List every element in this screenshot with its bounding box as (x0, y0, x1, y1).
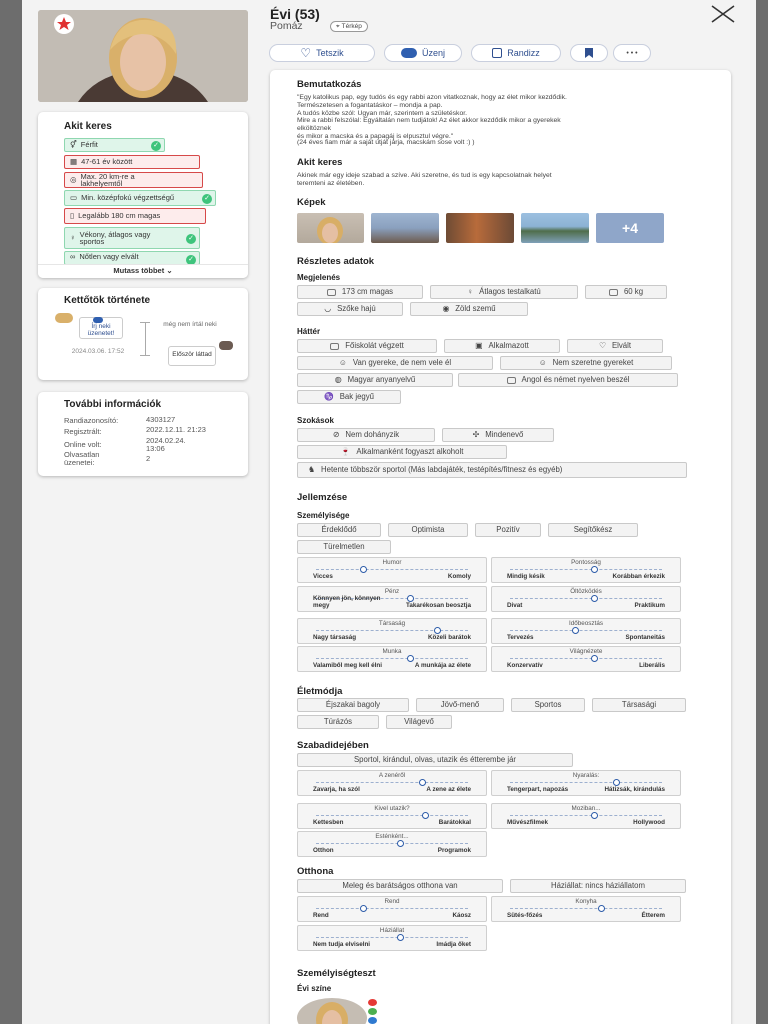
slider-track (510, 908, 662, 909)
date-button[interactable] (471, 44, 561, 62)
slider-marker (407, 655, 414, 662)
slider-left-label: Tengerpart, napozás (507, 785, 569, 793)
story-card-title: Kettőtök története (64, 295, 151, 306)
check-icon: ✓ (151, 141, 161, 151)
globe-icon: ◍ (334, 375, 342, 385)
more-button[interactable] (613, 44, 651, 62)
section-title-lifestyle: Életmódja (297, 686, 343, 697)
background-tag: Főiskolát végzett (297, 339, 437, 353)
search-chip-distance (64, 172, 203, 188)
trait-slider (491, 557, 681, 583)
slider-track (316, 569, 468, 570)
map-button[interactable] (330, 21, 368, 32)
appearance-tag: ♀ Átlagos testalkatú (430, 285, 578, 299)
slider-left-label: Kettesben (313, 818, 344, 826)
slider-title: Időbeosztás (569, 620, 603, 627)
slider-marker (397, 934, 404, 941)
search-chip-label: Nőtlen vagy elvált (79, 252, 139, 261)
slider-right-label: Korábban érkezik (612, 572, 665, 580)
trait-slider (297, 896, 487, 922)
trait-slider (297, 586, 487, 612)
show-more-button[interactable] (38, 264, 248, 278)
calendar-icon (492, 48, 502, 58)
slider-marker (591, 655, 598, 662)
lifestyle-tag: Társasági (592, 698, 686, 712)
background-tag: ▣ Alkalmazott (444, 339, 560, 353)
habit-tag: ✣ Mindenevő (442, 428, 554, 442)
more-label: • • • (626, 49, 638, 57)
map-button-label: Térkép (341, 23, 362, 30)
bookmark-button[interactable] (570, 44, 608, 62)
slider-title: A zenéről (378, 772, 406, 779)
story-event-seen (168, 346, 216, 366)
story-date: 2024.03.06. 17:52 (71, 348, 125, 355)
slider-title: Háziállat (379, 927, 405, 934)
date-label: Randizz (507, 48, 540, 58)
info-value: 2022.12.11. 21:23 (146, 425, 206, 434)
slider-track (510, 782, 662, 783)
profile-city: Pomáz (270, 20, 303, 32)
search-chip-body (64, 227, 200, 249)
intro-text: "Egy katolikus pap, egy tudós és egy rabbi azon vitatkoznak, hogy az élet mikor kezdődik. Természetesen a fogantatáskor – mondja a pap. A tudós közbe szól: Ugyan már, szerintem a születéskor. Mire a rabbi felszólal: Egyáltalán nem tudjátok! Az élet akkor kezdődik mikor a gyerekek elköltöznek és mikor a macska és a papagáj is elpusztul végre." (297, 94, 567, 140)
language-icon (507, 377, 516, 384)
section-title-intro: Bemutatkozás (297, 79, 362, 90)
search-chip-label: Min. középfokú végzettségű (81, 193, 175, 203)
ruler-icon: ▯ (70, 211, 75, 221)
background-tag: ◍ Magyar anyanyelvű (297, 373, 453, 387)
slider-right-label: Hollywood (633, 818, 665, 826)
background-tag: ☺ Van gyereke, de nem vele él (297, 356, 493, 370)
section-title-freetime: Szabadidejében (297, 740, 369, 751)
search-chip-height (64, 208, 206, 224)
subsection-habits: Szokások (297, 416, 334, 425)
slider-left-label: Zavarja, ha szól (313, 785, 360, 793)
color-dot-green (368, 1008, 377, 1015)
slider-left-label: Vicces (313, 572, 333, 580)
slider-track (316, 937, 468, 938)
slider-marker (591, 566, 598, 573)
search-chip-status (64, 251, 200, 265)
slider-left-label: Művészfilmek (507, 818, 548, 826)
gallery-photo[interactable] (297, 213, 364, 243)
backdrop-left (0, 0, 22, 1024)
search-chip-label: Legalább 180 cm magas (78, 211, 161, 221)
slider-left-label: Konzervatív (507, 661, 543, 669)
slider-track (316, 782, 468, 783)
section-title-seeking: Akit keres (297, 157, 343, 168)
background-tag: Angol és német nyelven beszél (458, 373, 678, 387)
profile-name: Évi (53) (270, 6, 320, 22)
avatar (93, 317, 103, 323)
gallery-photo[interactable] (371, 213, 439, 243)
slider-title: Nyaralás: (572, 772, 600, 779)
slider-right-label: Komoly (447, 572, 471, 580)
slider-title: Kivel utazik? (374, 805, 410, 812)
slider-marker (434, 627, 441, 634)
slider-right-label: Hátizsák, kirándulás (604, 785, 665, 793)
section-title-details: Részletes adatok (297, 256, 375, 267)
slider-title: Pénz (384, 588, 400, 595)
avatar (55, 313, 73, 323)
avatar (219, 341, 233, 350)
no-smoking-icon: ⊘ (332, 430, 340, 440)
child-icon: ☺ (538, 358, 547, 368)
subsection-background: Háttér (297, 327, 321, 336)
color-dot-blue (368, 1017, 377, 1024)
slider-track (510, 569, 662, 570)
appearance-tag: 173 cm magas (297, 285, 423, 299)
slider-marker (360, 566, 367, 573)
info-card-title: További információk (64, 399, 162, 410)
trait-slider (297, 646, 487, 672)
trait-slider (297, 803, 487, 829)
slider-right-label: Liberális (639, 661, 665, 669)
search-chip-label: 47-61 év között (81, 157, 133, 167)
gallery-more-label: +4 (622, 220, 638, 236)
slider-right-label: A munkája az élete (414, 661, 471, 669)
home-tag: Háziállat: nincs háziállatom (510, 879, 686, 893)
map-pin-icon: ⌖ (336, 22, 340, 30)
slider-title: Társaság (378, 620, 406, 627)
info-value: 2 (146, 454, 151, 463)
home-tag: Meleg és barátságos otthona van (297, 879, 503, 893)
search-chip-age (64, 155, 200, 169)
heart-icon: ♡ (300, 46, 312, 60)
slider-title: Világnézete (569, 648, 603, 655)
background-tag: ♡ Elvált (567, 339, 663, 353)
search-chip-label: Férfit (80, 140, 98, 150)
slider-title: Rend (384, 898, 400, 905)
slider-marker (397, 840, 404, 847)
chat-bubble-icon (401, 48, 417, 58)
trait-slider (297, 618, 487, 644)
show-more-label: Mutass többet (113, 266, 165, 275)
subsection-appearance: Megjelenés (297, 273, 341, 282)
appearance-tag: ◡ Szőke hajú (297, 302, 403, 316)
slider-track (316, 658, 468, 659)
graduation-icon (330, 343, 339, 350)
child-icon: ☺ (338, 358, 347, 368)
section-title-photos: Képek (297, 197, 326, 208)
scale-icon (609, 289, 618, 296)
slider-right-label: Étterem (641, 911, 665, 919)
gallery-photo[interactable] (446, 213, 514, 243)
personality-tag: Pozitív (475, 523, 541, 537)
search-chip-label: Max. 20 km-re a lakhelyemtől (80, 171, 135, 188)
slider-left-label: Mindig késik (507, 572, 545, 580)
like-button[interactable] (269, 44, 375, 62)
slider-right-label: Takarékosan beosztja (406, 601, 471, 609)
info-label: Randiazonosító: (64, 416, 119, 425)
story-event1-label: Írj neki üzenetet! (87, 323, 115, 337)
zodiac-icon: ♑ (324, 392, 334, 402)
personality-tag: Segítőkész (548, 523, 638, 537)
trait-slider (491, 770, 681, 796)
lifestyle-tag: Világevő (386, 715, 452, 729)
search-chip-gender (64, 138, 165, 152)
sport-icon: ♞ (308, 465, 315, 475)
slider-marker (422, 812, 429, 819)
slider-title: Esténként... (375, 833, 409, 840)
search-chip-education (64, 190, 216, 206)
story-timeline-tick (140, 355, 150, 356)
slider-marker (360, 905, 367, 912)
search-card-title: Akit keres (64, 121, 112, 132)
eye-icon: ◉ (442, 304, 450, 314)
broken-heart-icon: ♡ (598, 341, 606, 351)
chevron-down-icon: ⌄ (166, 266, 173, 275)
lifestyle-tag: Jövő-menő (416, 698, 504, 712)
hair-icon: ◡ (324, 304, 332, 314)
trait-slider (491, 646, 681, 672)
location-icon: ◎ (70, 175, 77, 185)
calendar-icon: ▦ (70, 157, 78, 167)
personality-tag: Türelmetlen (297, 540, 391, 554)
info-label: Olvasatlan üzenetei: (64, 450, 100, 467)
habit-tag: 🍷 Alkalmanként fogyaszt alkoholt (297, 445, 507, 459)
slider-right-label: Imádja őket (436, 940, 471, 948)
info-label: Regisztrált: (64, 427, 102, 436)
slider-left-label: Tervezés (507, 633, 534, 641)
appearance-tag: ◉ Zöld szemű (410, 302, 528, 316)
slider-marker (591, 812, 598, 819)
trait-slider (297, 925, 487, 951)
slider-right-label: Programok (437, 846, 471, 854)
slider-title: Öltözködés (570, 588, 602, 595)
intro-note: (24 éves fiam már a saját útját járja, macskám sose volt :) ) (297, 139, 475, 146)
slider-marker (613, 779, 620, 786)
slider-left-label: Nagy társaság (313, 633, 357, 641)
slider-title: Konyha (575, 898, 597, 905)
slider-track (510, 815, 662, 816)
section-title-test: Személyiségteszt (297, 968, 376, 979)
story-timeline-tick (140, 322, 150, 323)
slider-track (316, 908, 468, 909)
info-label: Online volt: (64, 440, 102, 449)
slider-title: Munka (382, 648, 402, 655)
story-timeline (145, 322, 146, 356)
message-button[interactable] (384, 44, 462, 62)
slider-track (510, 658, 662, 659)
slider-left-label: Könnyen jön, könnyen megy (313, 595, 381, 609)
habit-tag: ⊘ Nem dohányzik (297, 428, 435, 442)
trait-slider (491, 586, 681, 612)
slider-marker (591, 595, 598, 602)
slider-left-label: Rend (313, 911, 329, 919)
lifestyle-tag: Sportos (511, 698, 585, 712)
check-icon: ✓ (186, 234, 196, 244)
slider-track (510, 598, 662, 599)
slider-left-label: Valamiből meg kell élni (313, 661, 382, 669)
slider-left-label: Nem tudja elviselni (313, 940, 371, 948)
slider-right-label: A zene az élete (426, 785, 471, 793)
graduation-icon: ▭ (70, 193, 78, 203)
slider-track (316, 630, 468, 631)
search-chip-label: Vékony, átlagos vagy sportos (79, 229, 151, 246)
background-tag: ♑ Bak jegyű (297, 390, 401, 404)
gender-icon: ⚥ (70, 140, 77, 150)
gallery-more-button[interactable] (596, 213, 664, 243)
slider-left-label: Otthon (313, 846, 334, 854)
body-icon: ♀ (467, 287, 474, 297)
subsection-personality: Személyisége (297, 511, 350, 520)
slider-track (316, 843, 468, 844)
gallery-photo[interactable] (521, 213, 589, 243)
check-icon: ✓ (186, 255, 196, 265)
section-title-home: Otthona (297, 866, 334, 877)
like-label: Tetszik (316, 48, 344, 58)
slider-marker (598, 905, 605, 912)
color-dot-red (368, 999, 377, 1006)
slider-right-label: Praktikum (634, 601, 665, 609)
slider-title: Humor (382, 559, 402, 566)
slider-marker (407, 595, 414, 602)
subsection-color: Évi színe (297, 984, 332, 993)
section-title-character: Jellemzése (297, 492, 348, 503)
personality-tag: Érdeklődő (297, 523, 381, 537)
freetime-tag: Sportol, kirándul, olvas, utazik és étterembe jár (297, 753, 573, 767)
close-icon[interactable] (710, 5, 736, 23)
trait-slider (491, 803, 681, 829)
slider-title: Moziban... (571, 805, 601, 812)
ruler-icon (327, 289, 336, 296)
trait-slider (297, 770, 487, 796)
habit-tag: ♞ Hetente többször sportol (Más labdajáték, testépítés/fitnesz és egyéb) (297, 462, 687, 478)
slider-right-label: Spontaneitás (625, 633, 665, 641)
slider-title: Pontosság (571, 559, 601, 566)
slider-track (316, 815, 468, 816)
story-event2-label: Először láttad (172, 351, 212, 358)
background-tag: ☺ Nem szeretne gyereket (500, 356, 672, 370)
body-icon: ♀ (70, 233, 76, 243)
lifestyle-tag: Túrázós (297, 715, 379, 729)
slider-marker (572, 627, 579, 634)
star-badge-icon (54, 14, 74, 34)
glass-icon: 🍷 (340, 447, 351, 457)
trait-slider (297, 557, 487, 583)
slider-left-label: Divat (507, 601, 523, 609)
slider-track (510, 630, 662, 631)
trait-slider (297, 831, 487, 857)
food-icon: ✣ (472, 430, 480, 440)
appearance-tag: 60 kg (585, 285, 667, 299)
backdrop-right (756, 0, 768, 1024)
check-icon: ✓ (202, 194, 212, 204)
trait-slider (491, 896, 681, 922)
trait-slider (491, 618, 681, 644)
bookmark-icon (585, 48, 593, 58)
rings-icon: ∞ (70, 252, 76, 261)
slider-right-label: Barátokkal (438, 818, 471, 826)
briefcase-icon: ▣ (475, 341, 483, 351)
slider-right-label: Közeli barátok (427, 633, 471, 641)
slider-left-label: Sütés-főzés (507, 911, 543, 919)
info-value: 2024.02.24. 13:06 (146, 436, 186, 453)
slider-right-label: Káosz (452, 911, 471, 919)
story-event1-status: még nem írtál neki (163, 321, 217, 328)
message-label: Üzenj (421, 48, 445, 58)
lifestyle-tag: Éjszakai bagoly (297, 698, 409, 712)
slider-marker (419, 779, 426, 786)
seeking-text: Akinek már egy ideje szabad a szíve. Aki szeretne, és tud is egy kapcsolatnak helyet teremteni az életében. (297, 172, 552, 187)
personality-tag: Optimista (388, 523, 468, 537)
info-value: 4303127 (146, 415, 176, 424)
